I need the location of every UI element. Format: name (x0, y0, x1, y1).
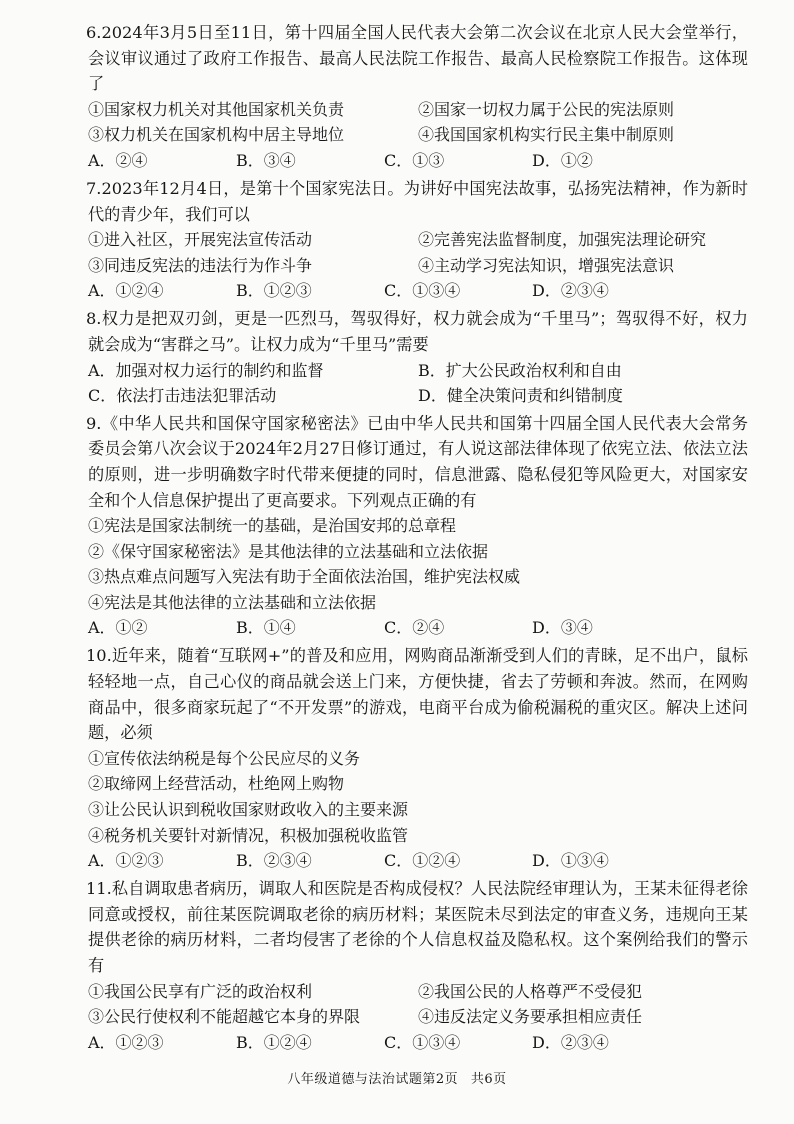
choice-c: C．①②④ (384, 851, 461, 871)
question-number: 9. (86, 413, 102, 433)
question-6 (88, 20, 748, 174)
choice-c: C．①③④ (384, 281, 461, 301)
choice-row (88, 848, 748, 874)
choice-d: D．①② (532, 150, 593, 170)
question-text: 《中华人民共和国保守国家秘密法》已由中华人民共和国第十四届全国人民代表大会常务委员会第八次会议于2024年2月27日修订通过，有人说这部法律体现了依宪立法、依法立法的原则，进一步明确数字时代带来便捷的同时，信息泄露、隐私侵犯等风险更大，对国家安全和个人信息保护提出了更高要求。下列观点正确的有 (88, 413, 748, 510)
choice-d: D．③④ (532, 618, 593, 638)
statement: ④主动学习宪法知识，增强宪法意识 (418, 255, 675, 275)
choice-d: D．②③④ (532, 1032, 609, 1052)
choice-row (88, 615, 748, 641)
choice-c: C．②④ (384, 618, 445, 638)
question-11 (88, 876, 748, 1056)
choice-d: D．②③④ (532, 281, 609, 301)
statement: ①宪法是国家法制统一的基础，是治国安邦的总章程 (88, 516, 457, 536)
statement: ③让公民认识到税收国家财政收入的主要来源 (88, 800, 409, 820)
choice-a: A．①②③ (88, 851, 164, 871)
statement: ②《保守国家秘密法》是其他法律的立法基础和立法依据 (88, 541, 489, 561)
question-stem (88, 411, 748, 513)
choice-c: C．依法打击违法犯罪活动 (88, 386, 277, 406)
statement: ③公民行使权利不能超越它本身的界限 (88, 1007, 361, 1027)
question-number: 6. (86, 23, 102, 42)
choice-b: B．扩大公民政治权利和自由 (418, 360, 622, 380)
question-stem (88, 20, 748, 97)
statement: ③同违反宪法的违法行为作斗争 (88, 255, 313, 275)
footer-page-label: 八年级道德与法治试题第2页 (287, 1072, 459, 1087)
question-stem (88, 306, 748, 357)
question-text: 2024年3月5日至11日，第十四届全国人民代表大会第二次会议在北京人民大会堂举行，会议审议通过了政府工作报告、最高人民法院工作报告、最高人民检察院工作报告。这体现了 (88, 23, 748, 94)
choice-a: A．①② (88, 618, 148, 638)
question-stem (88, 176, 748, 227)
statement: ④税务机关要针对新情况，积极加强税收监管 (88, 825, 409, 845)
question-stem (88, 643, 748, 745)
choice-b: B．①②④ (236, 1032, 312, 1052)
choice-row (88, 148, 748, 174)
statement: ④我国国家机构实行民主集中制原则 (418, 125, 675, 145)
choice-row (88, 1030, 748, 1056)
question-number: 8. (86, 309, 102, 329)
choice-d: D．健全决策问责和纠错制度 (418, 386, 623, 406)
statement: ③热点难点问题写入宪法有助于全面依法治国，维护宪法权威 (88, 567, 521, 587)
statement: ②我国公民的人格尊严不受侵犯 (418, 981, 643, 1001)
choice-b: B．①②③ (236, 281, 312, 301)
choice-b: B．②③④ (236, 851, 312, 871)
choice-a: A．①②③ (88, 1032, 164, 1052)
choice-a: A．②④ (88, 150, 148, 170)
question-7 (88, 176, 748, 304)
question-9 (88, 411, 748, 642)
questions-area (88, 20, 748, 1058)
question-number: 7. (86, 178, 102, 198)
choice-b: B．③④ (236, 150, 296, 170)
choice-grid (88, 358, 748, 409)
statement: ③权力机关在国家机构中居主导地位 (88, 125, 345, 145)
statement-list (88, 227, 748, 278)
choice-c: C．①③ (384, 150, 445, 170)
choice-b: B．①④ (236, 618, 296, 638)
question-number: 11. (86, 879, 112, 899)
choice-c: C．①③④ (384, 1032, 461, 1052)
choice-a: A．加强对权力运行的制约和监督 (88, 360, 324, 380)
question-10 (88, 643, 748, 874)
question-number: 10. (86, 646, 112, 666)
choice-d: D．①③④ (532, 851, 609, 871)
statement: ②完善宪法监督制度，加强宪法理论研究 (418, 230, 707, 250)
statement: ①我国公民享有广泛的政治权利 (88, 981, 313, 1001)
statement: ②取缔网上经营活动，杜绝网上购物 (88, 774, 345, 794)
question-text: 2023年12月4日，是第十个国家宪法日。为讲好中国宪法故事，弘扬宪法精神，作为新时代的青少年，我们可以 (88, 178, 748, 224)
statement: ①宣传依法纳税是每个公民应尽的义务 (88, 748, 361, 768)
statement: ①国家权力机关对其他国家机关负责 (88, 99, 345, 119)
choice-a: A．①②④ (88, 281, 164, 301)
statement: ④违反法定义务要承担相应责任 (418, 1007, 643, 1027)
statement: ②国家一切权力属于公民的宪法原则 (418, 99, 675, 119)
page-footer (0, 1068, 794, 1087)
statement-list (88, 746, 748, 848)
choice-row (88, 278, 748, 304)
statement-list (88, 513, 748, 615)
footer-total-pages: 共6页 (470, 1072, 507, 1087)
question-8 (88, 306, 748, 408)
statement: ①进入社区，开展宪法宣传活动 (88, 230, 313, 250)
question-text: 近年来，随着“互联网+”的普及和应用，网购商品渐渐受到人们的青睐，足不出户，鼠标轻轻地一点，自己心仪的商品就会送上门来，方便快捷，省去了劳顿和奔波。然而，在网购商品中，很多商家玩起了“不开发票”的游戏，电商平台成为偷税漏税的重灾区。解决上述问题，必须 (88, 646, 748, 743)
statement-list (88, 979, 748, 1030)
statement: ④宪法是其他法律的立法基础和立法依据 (88, 592, 377, 612)
statement-list (88, 97, 748, 148)
question-text: 私自调取患者病历，调取人和医院是否构成侵权？人民法院经审理认为，王某未征得老徐同意或授权，前往某医院调取老徐的病历材料；某医院未尽到法定的审查义务，违规向王某提供老徐的病历材料，二者均侵害了老徐的个人信息权益及隐私权。这个案例给我们的警示有 (88, 879, 748, 975)
question-stem (88, 876, 748, 978)
question-text: 权力是把双刃剑，更是一匹烈马，驾驭得好，权力就会成为“千里马”；驾驭得不好，权力就会成为“害群之马”。让权力成为“千里马”需要 (88, 309, 748, 354)
